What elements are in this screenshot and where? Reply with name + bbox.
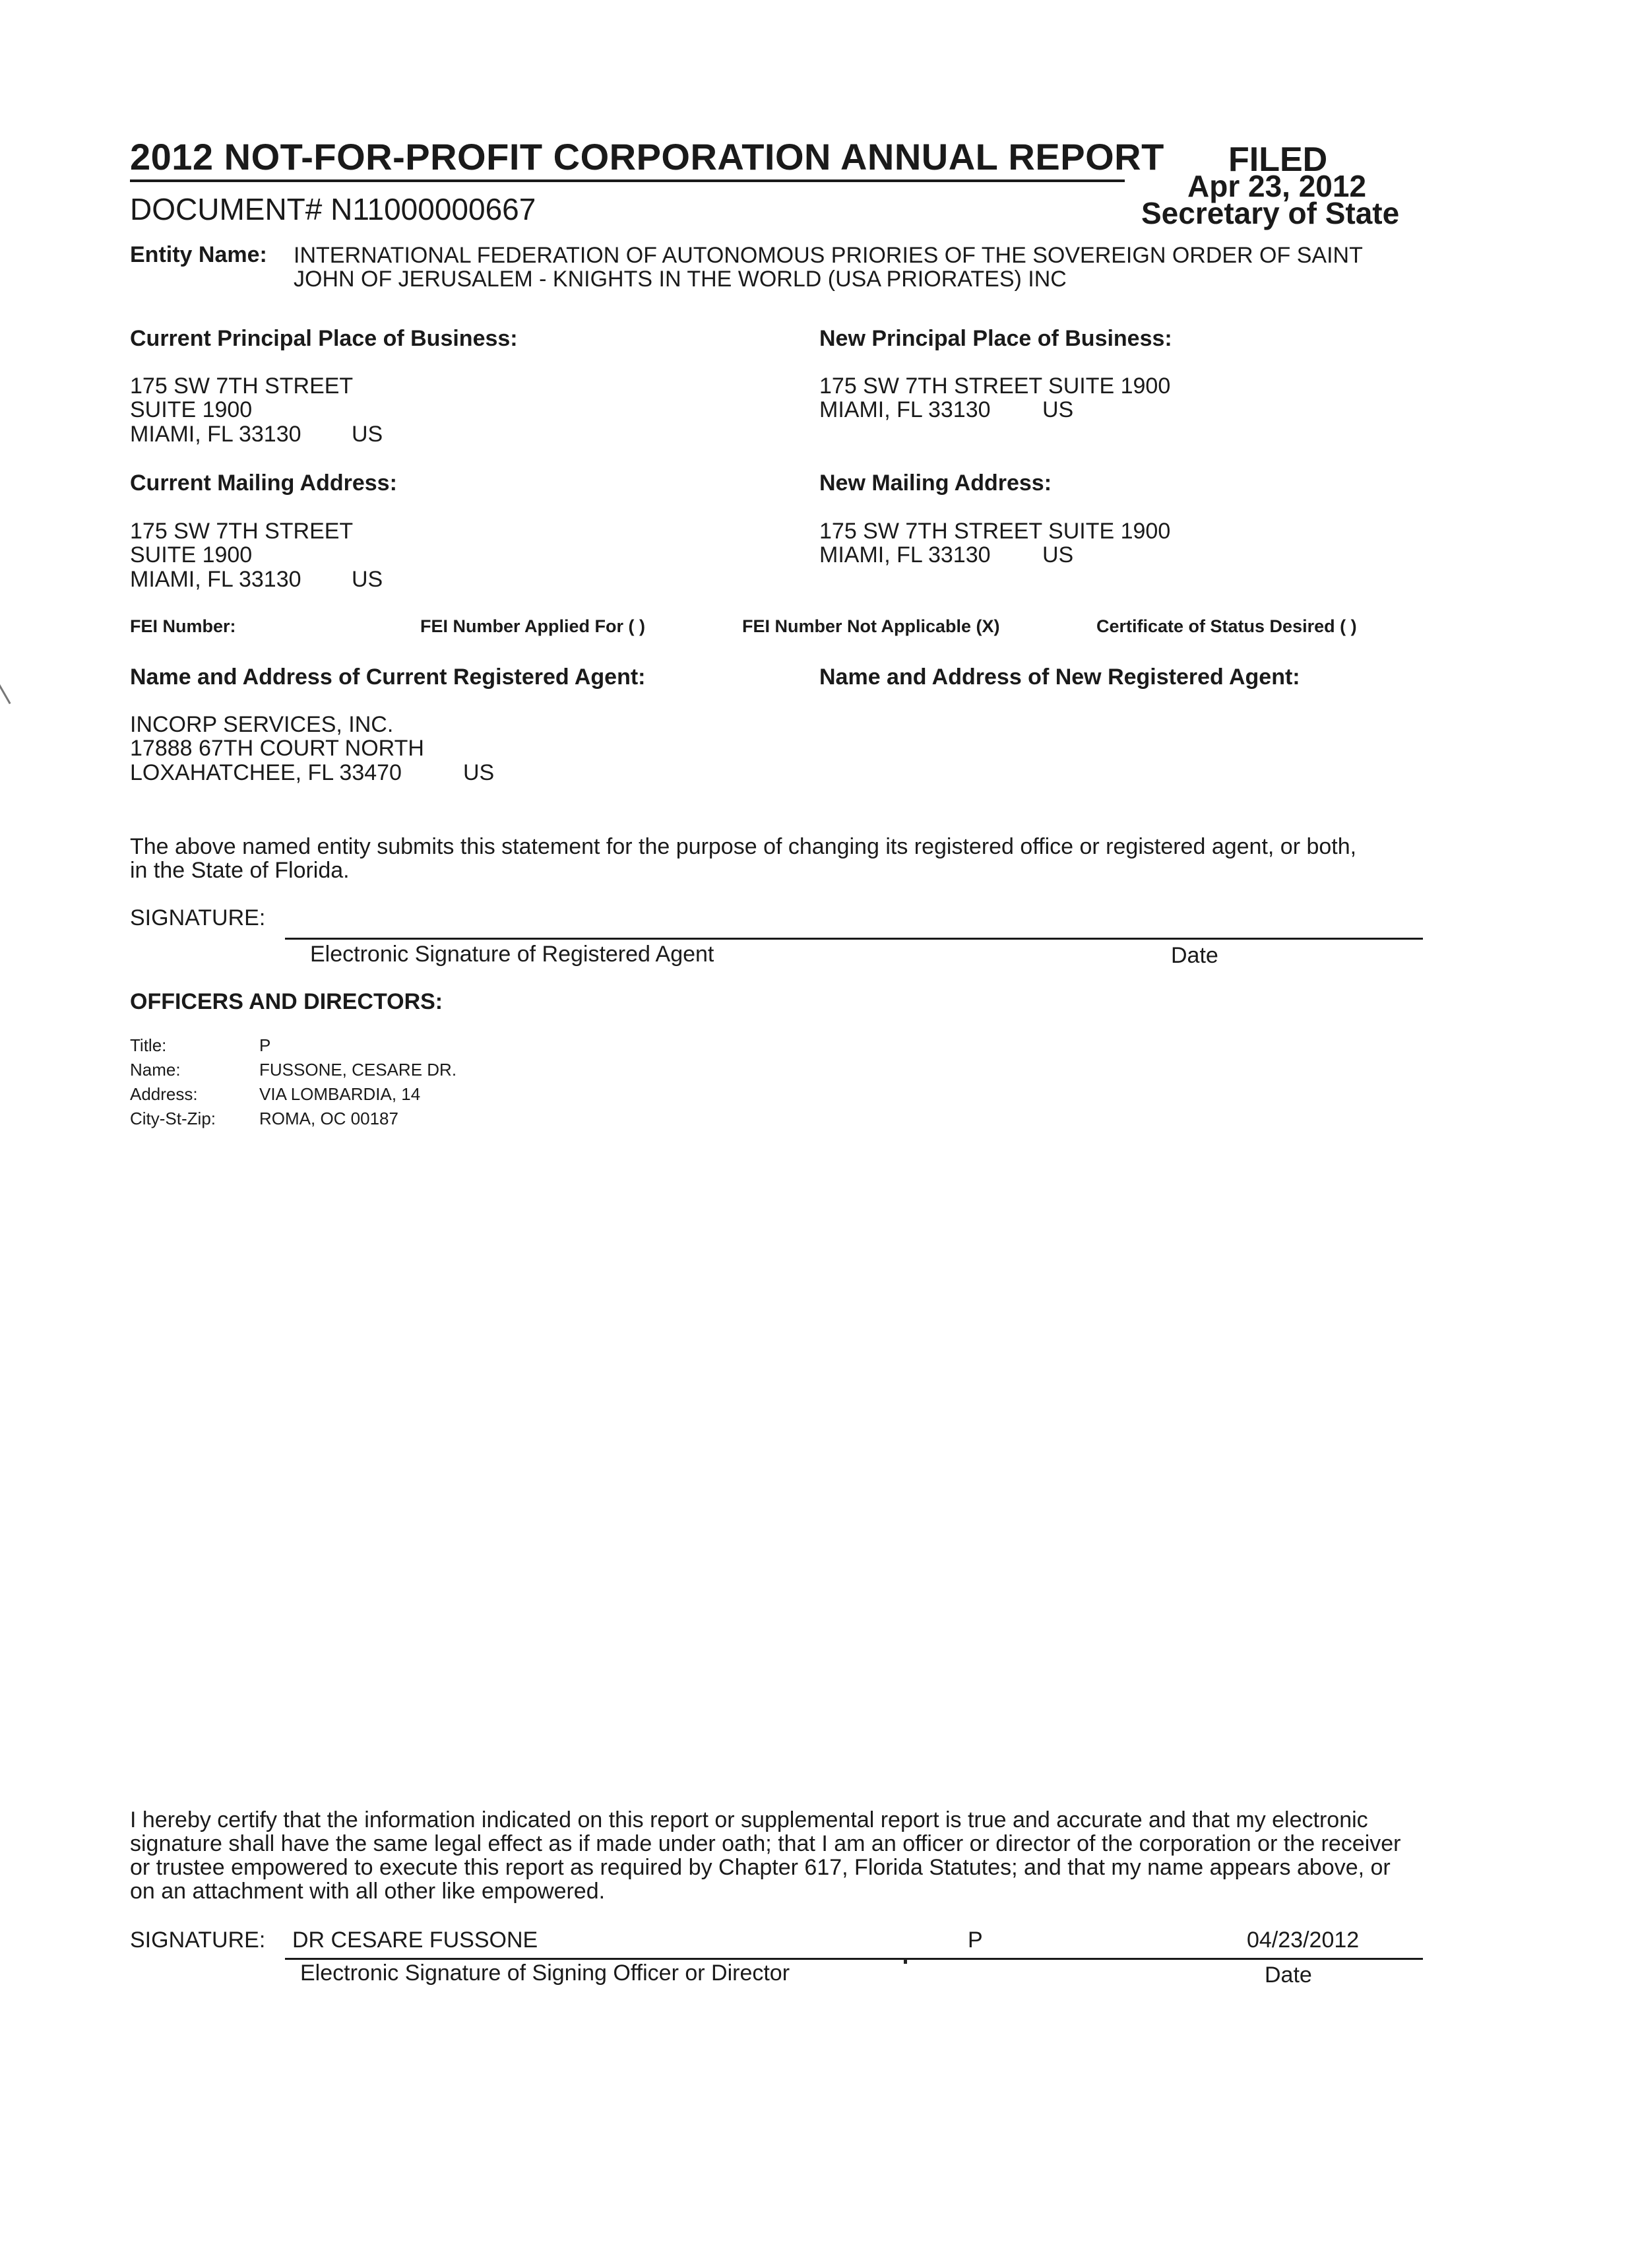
officer-signature-line — [285, 1958, 1423, 1960]
current-mailing-country: US — [352, 567, 383, 592]
certification-line2: signature shall have the same legal effect as if made under oath; that I am an officer or director of the corporation or the receiver — [130, 1831, 1401, 1856]
filed-stamp-date: Apr 23, 2012 — [1187, 169, 1367, 203]
certification-line4: on an attachment with all other like empowered. — [130, 1879, 606, 1904]
officer-signature-title: P — [968, 1928, 983, 1953]
agent-signature-label: SIGNATURE: — [130, 905, 266, 930]
new-principal-label: New Principal Place of Business: — [819, 326, 1172, 351]
new-principal-line1: 175 SW 7TH STREET SUITE 1900 — [819, 373, 1171, 399]
current-principal-label: Current Principal Place of Business: — [130, 326, 518, 351]
title-underline — [130, 179, 1125, 182]
officer-address-value: VIA LOMBARDIA, 14 — [259, 1084, 421, 1104]
officer-signature-date-caption: Date — [1265, 1962, 1312, 1988]
current-principal-line3: MIAMI, FL 33130 — [130, 422, 301, 447]
certification-line1: I hereby certify that the information indicated on this report or supplemental report is true and accurate and that my electronic — [130, 1807, 1368, 1832]
fei-number-label: FEI Number: — [130, 616, 236, 636]
fei-applied-for: FEI Number Applied For ( ) — [420, 616, 645, 636]
filed-stamp-label: FILED — [1228, 141, 1328, 179]
scan-artifact-dot — [904, 1959, 907, 1964]
officer-city-label: City-St-Zip: — [130, 1109, 216, 1128]
statement-line2: in the State of Florida. — [130, 858, 350, 883]
officer-signature-name: DR CESARE FUSSONE — [292, 1928, 538, 1953]
officer-address-label: Address: — [130, 1084, 198, 1104]
officer-name-label: Name: — [130, 1060, 181, 1080]
document-number: DOCUMENT# N11000000667 — [130, 192, 536, 226]
current-mailing-line3: MIAMI, FL 33130 — [130, 567, 301, 592]
new-agent-label: Name and Address of New Registered Agent: — [819, 664, 1300, 690]
officer-signature-caption: Electronic Signature of Signing Officer or Director — [300, 1960, 790, 1986]
certification-line3: or trustee empowered to execute this report as required by Chapter 617, Florida Statutes; and that my name appears above, or — [130, 1855, 1391, 1880]
current-agent-line1: INCORP SERVICES, INC. — [130, 712, 394, 737]
officer-city-value: ROMA, OC 00187 — [259, 1109, 398, 1128]
entity-name-line2: JOHN OF JERUSALEM - KNIGHTS IN THE WORLD (USA PRIORATES) INC — [294, 267, 1067, 292]
new-mailing-line2: MIAMI, FL 33130 — [819, 542, 991, 567]
current-principal-country: US — [352, 422, 383, 447]
current-agent-country: US — [463, 760, 495, 785]
officer-name-value: FUSSONE, CESARE DR. — [259, 1060, 457, 1080]
new-mailing-country: US — [1042, 542, 1074, 567]
new-mailing-label: New Mailing Address: — [819, 470, 1052, 496]
current-principal-line2: SUITE 1900 — [130, 397, 253, 422]
new-principal-line2: MIAMI, FL 33130 — [819, 397, 991, 422]
scan-artifact-mark — [0, 672, 11, 704]
fei-not-applicable: FEI Number Not Applicable (X) — [742, 616, 1000, 636]
current-agent-line2: 17888 67TH COURT NORTH — [130, 736, 424, 761]
current-mailing-line2: SUITE 1900 — [130, 542, 253, 567]
entity-name-label: Entity Name: — [130, 242, 267, 267]
agent-signature-line — [285, 938, 1423, 940]
officers-heading: OFFICERS AND DIRECTORS: — [130, 989, 443, 1014]
report-title: 2012 NOT-FOR-PROFIT CORPORATION ANNUAL REPORT — [130, 136, 1164, 178]
statement-line1: The above named entity submits this statement for the purpose of changing its registered office or registered agent, or both, — [130, 834, 1357, 859]
officer-title-label: Title: — [130, 1035, 167, 1055]
entity-name-line1: INTERNATIONAL FEDERATION OF AUTONOMOUS PRIORIES OF THE SOVEREIGN ORDER OF SAINT — [294, 243, 1363, 268]
officer-signature-label: SIGNATURE: — [130, 1928, 266, 1953]
certificate-of-status: Certificate of Status Desired ( ) — [1096, 616, 1357, 636]
filed-stamp-office: Secretary of State — [1141, 196, 1400, 230]
current-principal-line1: 175 SW 7TH STREET — [130, 373, 354, 399]
officer-signature-date: 04/23/2012 — [1247, 1928, 1360, 1953]
agent-signature-date-caption: Date — [1171, 943, 1218, 968]
current-agent-line3: LOXAHATCHEE, FL 33470 — [130, 760, 402, 785]
current-mailing-line1: 175 SW 7TH STREET — [130, 519, 354, 544]
officer-title-value: P — [259, 1035, 271, 1055]
new-mailing-line1: 175 SW 7TH STREET SUITE 1900 — [819, 519, 1171, 544]
current-mailing-label: Current Mailing Address: — [130, 470, 397, 496]
current-agent-label: Name and Address of Current Registered Agent: — [130, 664, 646, 690]
new-principal-country: US — [1042, 397, 1074, 422]
agent-signature-caption: Electronic Signature of Registered Agent — [310, 942, 714, 967]
